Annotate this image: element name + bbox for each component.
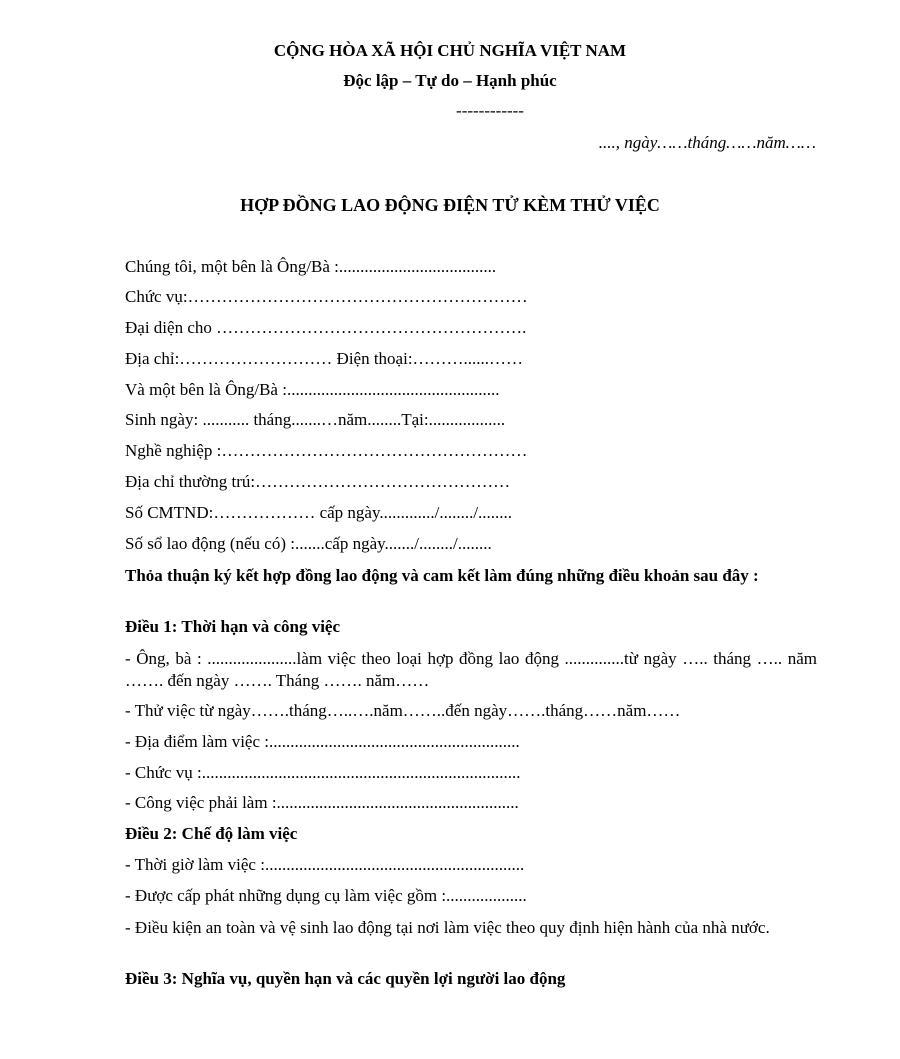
article-2-item-3: - Điều kiện an toàn và vệ sinh lao động tại nơi làm việc theo quy định hiện hành của nhà nước. [125,918,770,937]
party-line-9: Số CMTND:……………… cấp ngày............./......../........ [125,503,513,522]
nation-heading: CỘNG HÒA XÃ HỘI CHỦ NGHĨA VIỆT NAM [273,41,627,60]
date-line: ...., ngày……tháng……năm…… [598,133,816,152]
agreement-statement: Thỏa thuận ký kết hợp đồng lao động và cam kết làm đúng những điều khoản sau đây : [125,566,759,585]
article-1-heading: Điều 1: Thời hạn và công việc [125,617,341,636]
document-title: HỢP ĐỒNG LAO ĐỘNG ĐIỆN TỬ KÈM THỬ VIỆC [240,195,660,215]
party-line-7: Nghề nghiệp :……………………………………………… [125,441,528,460]
motto: Độc lập – Tự do – Hạnh phúc [343,71,557,90]
article-1-item-2: - Thử việc từ ngày…….tháng…..….năm……..đến ngày…….tháng……năm…… [125,701,681,720]
party-line-4: Địa chỉ:……………………… Điện thoại:………......…… [125,349,524,368]
party-line-6: Sinh ngày: ........... tháng.......…năm........Tại:.................. [125,410,506,429]
party-line-1: Chúng tôi, một bên là Ông/Bà :..................................... [125,257,497,276]
article-1-item-4: - Chức vụ :........................................................................... [125,763,521,782]
article-1-item-5: - Công việc phải làm :......................................................... [125,793,519,812]
header-divider: ------------ [456,101,524,120]
party-line-8: Địa chỉ thường trú:……………………………………… [125,472,511,491]
article-3-heading: Điều 3: Nghĩa vụ, quyền hạn và các quyền lợi người lao động [125,969,566,988]
party-line-3: Đại diện cho ………………………………………………. [125,318,527,337]
article-1-item-3: - Địa điểm làm việc :........................................................... [125,732,520,751]
party-line-10: Số sổ lao động (nếu có) :.......cấp ngày......./......../........ [125,534,492,553]
party-line-2: Chức vụ:…………………………………………………… [125,287,528,306]
article-1-item-1: - Ông, bà : .....................làm việc theo loại hợp đồng lao động ..............từ ngày ….. tháng ….. năm ……. đến ngày ……. Tháng ……. năm…… [125,649,817,690]
article-2-item-1: - Thời giờ làm việc :............................................................. [125,855,525,874]
article-2-heading: Điều 2: Chế độ làm việc [125,824,298,843]
party-line-5: Và một bên là Ông/Bà :.................................................. [125,380,500,399]
article-2-item-2: - Được cấp phát những dụng cụ làm việc gồm :................... [125,886,527,905]
